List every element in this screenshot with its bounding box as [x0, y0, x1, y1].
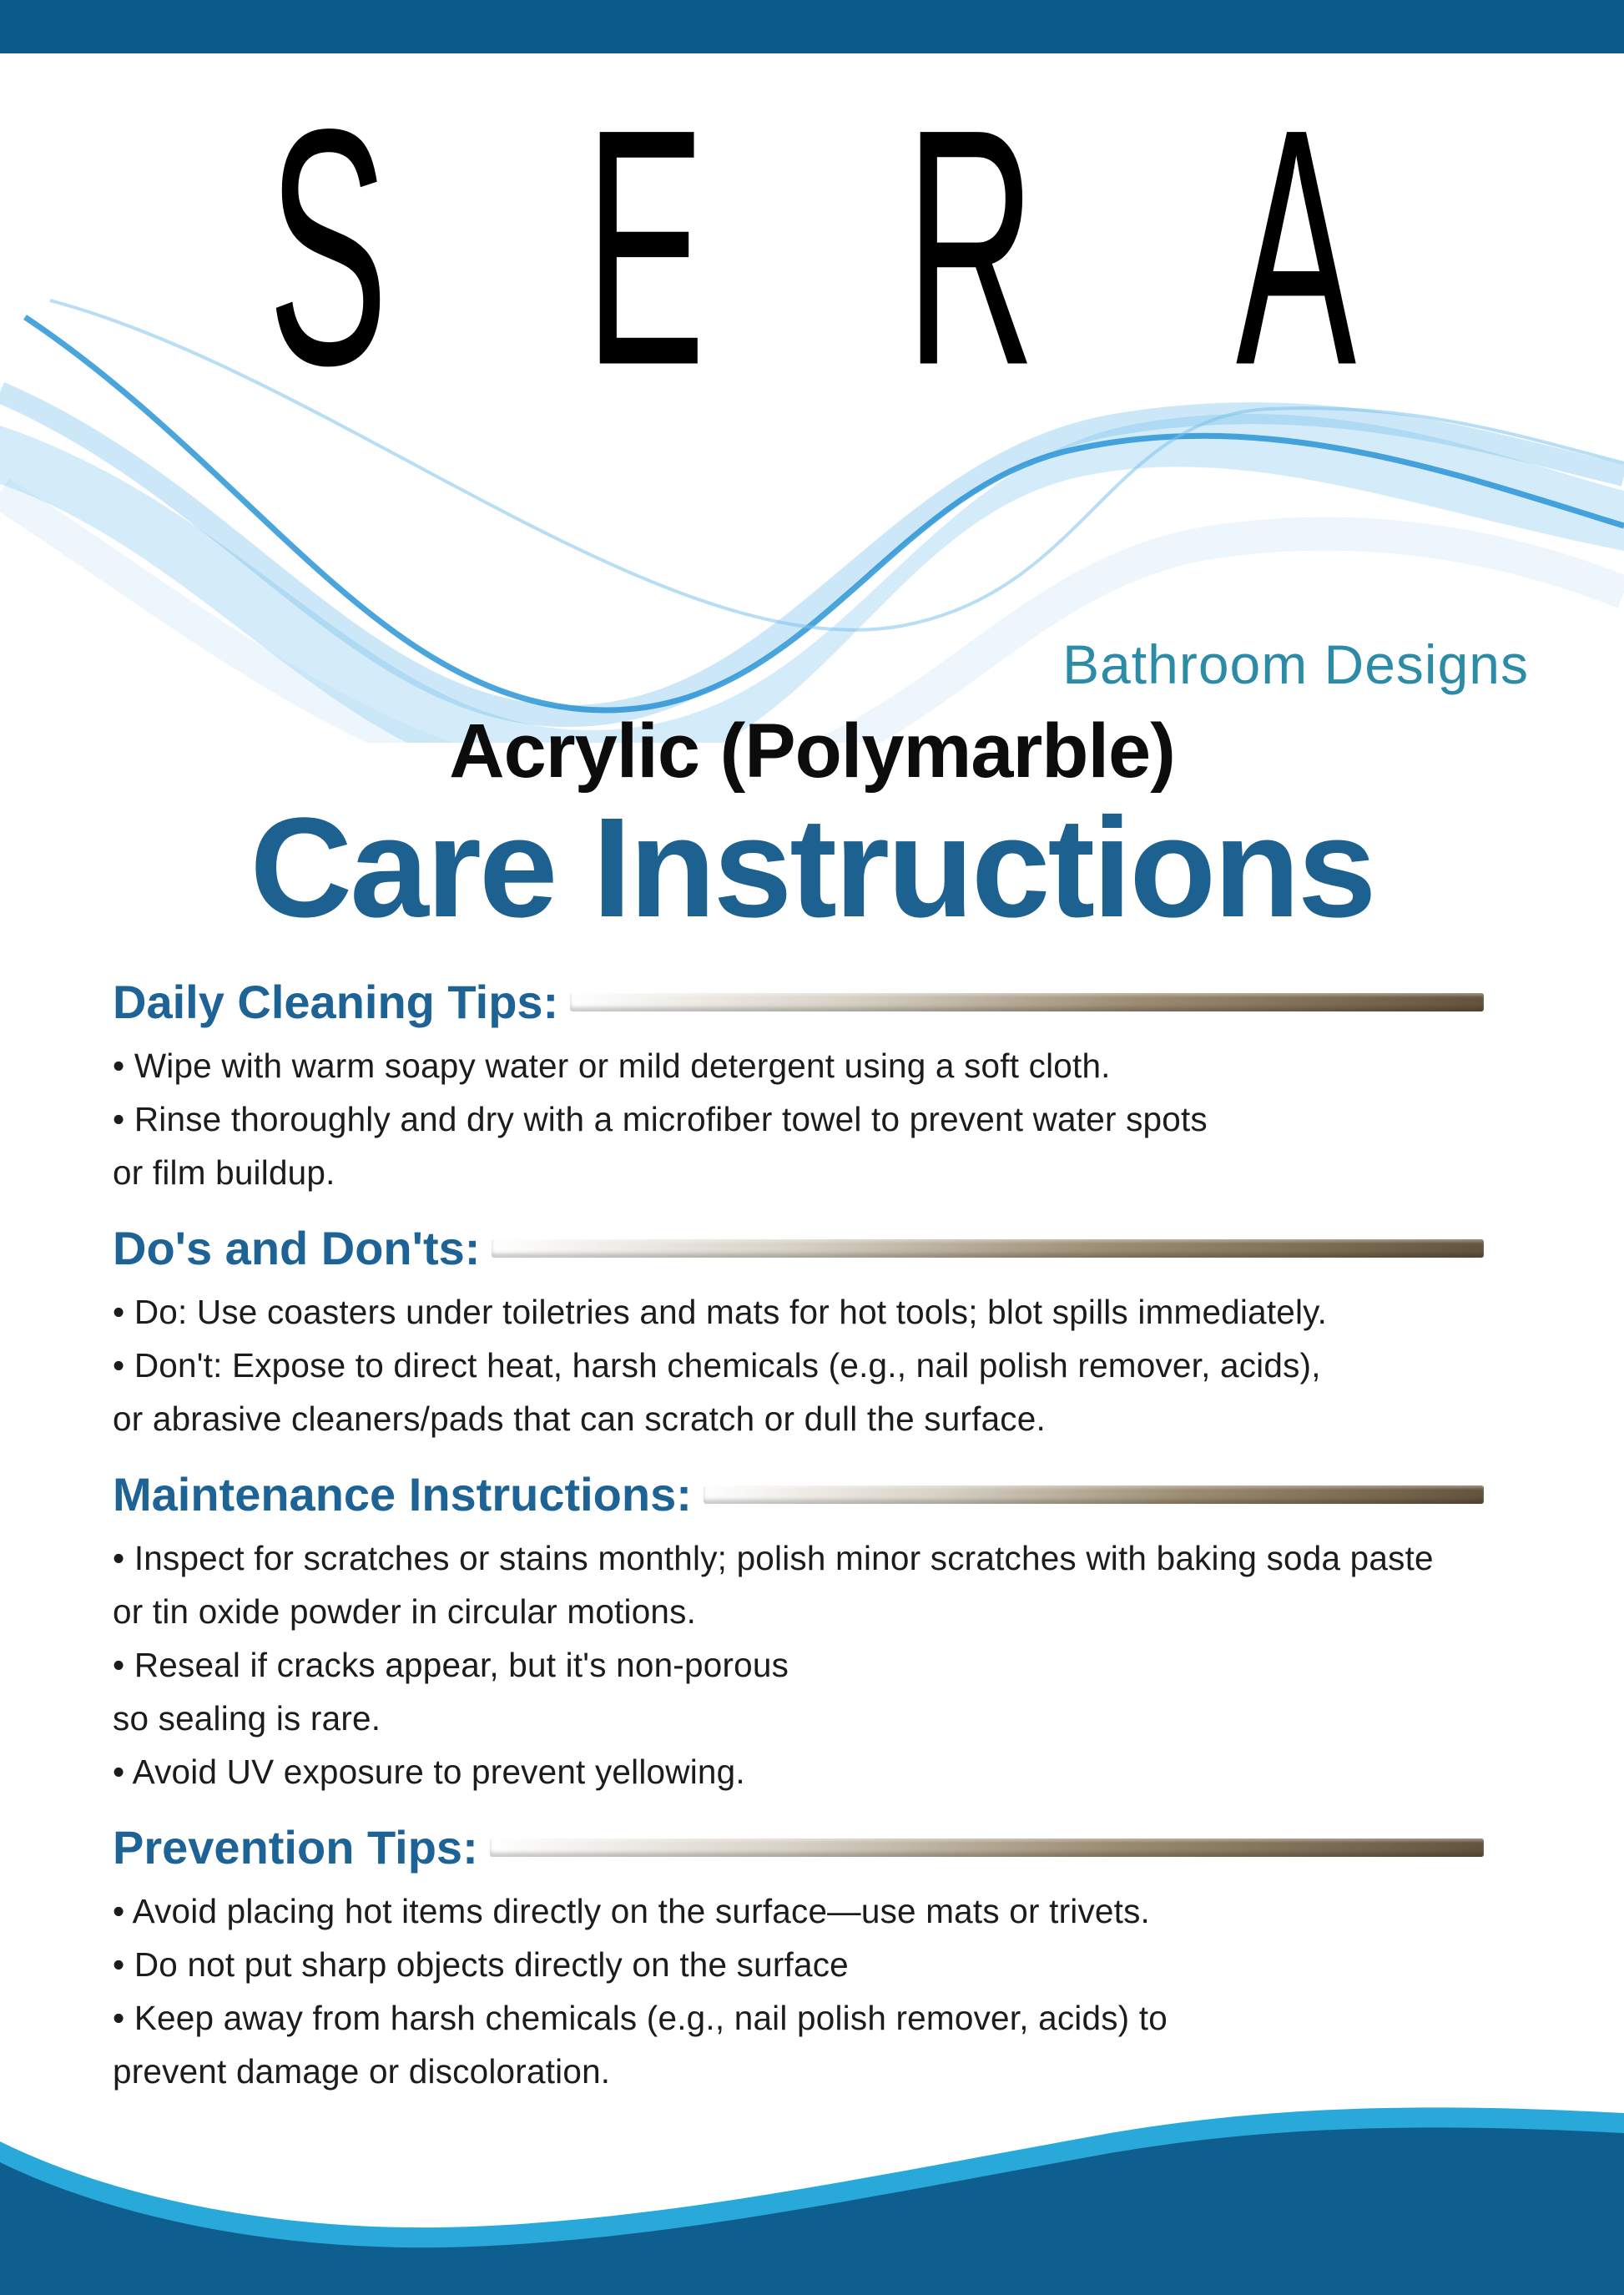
section-header-row: [113, 1820, 1484, 1874]
section-heading: Prevention Tips:: [113, 1821, 478, 1874]
section-heading: Daily Cleaning Tips:: [113, 976, 559, 1028]
body-line: • Inspect for scratches or stains monthly; polish minor scratches with baking soda paste: [113, 1539, 1434, 1577]
section-header-row: [113, 1467, 1484, 1521]
section-divider-bar: [492, 1239, 1484, 1258]
section-header-row: [113, 975, 1484, 1029]
body-line: • Rinse thoroughly and dry with a microfiber towel to prevent water spots: [113, 1100, 1208, 1138]
section-divider-bar: [570, 993, 1484, 1011]
brand-tagline: Bathroom Designs: [1062, 633, 1529, 695]
section-divider-bar: [490, 1839, 1484, 1857]
body-line: prevent damage or discoloration.: [113, 2052, 611, 2091]
footer-wave-dark: [0, 2127, 1624, 2295]
material-subtitle: Acrylic (Polymarble): [449, 709, 1175, 794]
body-line: or abrasive cleaners/pads that can scratch or dull the surface.: [113, 1400, 1046, 1438]
footer-wave-graphic: [0, 2045, 1624, 2295]
body-line: • Keep away from harsh chemicals (e.g., nail polish remover, acids) to: [113, 1999, 1168, 2037]
logo-letter: S: [267, 59, 388, 436]
body-line: • Do not put sharp objects directly on the surface: [113, 1945, 849, 1984]
care-section: [113, 975, 1484, 1199]
body-line: • Reseal if cracks appear, but it's non-porous: [113, 1646, 789, 1684]
section-heading: Do's and Don'ts:: [113, 1222, 481, 1274]
section-lines: [113, 1039, 1484, 1199]
top-accent-bar: [0, 0, 1624, 53]
body-line: • Avoid placing hot items directly on the surface—use mats or trivets.: [113, 1892, 1150, 1930]
section-lines: [113, 1285, 1484, 1445]
body-line: • Avoid UV exposure to prevent yellowing.: [113, 1753, 745, 1791]
logo-letter: A: [1236, 59, 1357, 436]
page-title: Care Instructions: [250, 789, 1374, 947]
logo-letter: R: [905, 59, 1036, 436]
section-divider-bar: [704, 1485, 1484, 1504]
body-line: so sealing is rare.: [113, 1699, 381, 1738]
body-line: or tin oxide powder in circular motions.: [113, 1592, 697, 1631]
logo-letter: E: [584, 59, 706, 436]
body-line: • Do: Use coasters under toiletries and mats for hot tools; blot spills immediately.: [113, 1293, 1328, 1331]
body-line: or film buildup.: [113, 1153, 335, 1192]
body-line: • Don't: Expose to direct heat, harsh chemicals (e.g., nail polish remover, acids),: [113, 1346, 1321, 1385]
sections: [113, 975, 1484, 2120]
care-section: [113, 1467, 1484, 1798]
care-section: [113, 1221, 1484, 1445]
brand-logo: [0, 59, 1624, 436]
section-heading: Maintenance Instructions:: [113, 1468, 692, 1521]
section-lines: [113, 1531, 1484, 1798]
section-header-row: [113, 1221, 1484, 1275]
body-line: • Wipe with warm soapy water or mild detergent using a soft cloth.: [113, 1047, 1111, 1085]
